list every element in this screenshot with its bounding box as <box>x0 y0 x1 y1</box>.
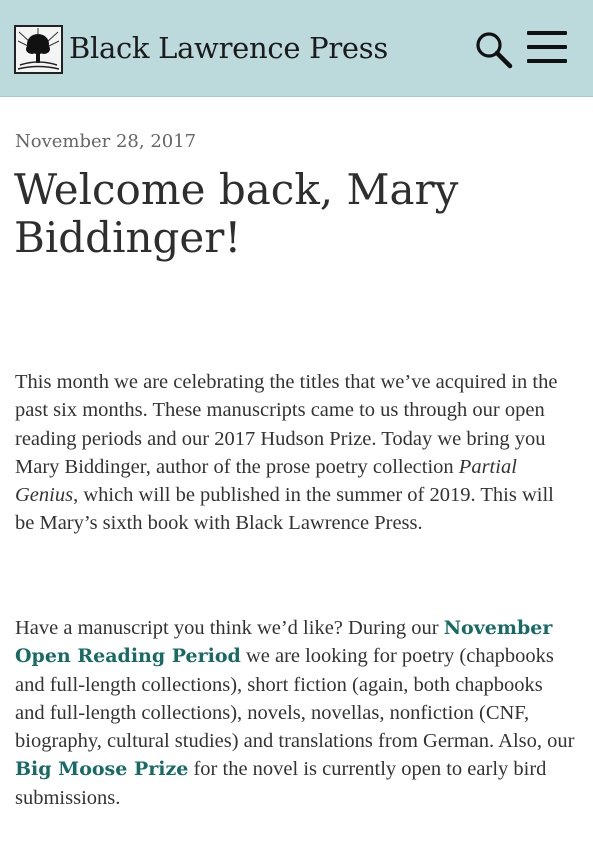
tree-logo-icon[interactable] <box>14 25 63 74</box>
post-date: November 28, 2017 <box>15 131 197 152</box>
menu-bar <box>527 45 567 49</box>
post-paragraph-1 <box>15 368 575 538</box>
paragraph-text: we are looking for poetry (chapbooks and full-length collections), short fiction (again, both chapbooks and full-length collections), novels, novellas, nonfiction (CNF, biography, cultural studies) and translations from German. Also, our <box>15 645 575 753</box>
menu-icon[interactable] <box>527 31 567 67</box>
paragraph-text: for the novel is currently open to early bird submissions. <box>15 758 547 809</box>
menu-bar <box>527 31 567 35</box>
book-title: Partial Genius <box>15 455 517 507</box>
search-icon[interactable] <box>474 30 514 70</box>
site-header <box>0 0 593 97</box>
post-title: Welcome back, Mary Biddinger! <box>14 165 459 262</box>
paragraph-text: Have a manuscript you think we’d like? During our <box>15 617 444 639</box>
paragraph-text: , which will be published in the summer of 2019. This will be Mary’s sixth book with Black Lawrence Press. <box>15 484 554 535</box>
site-title[interactable]: Black Lawrence Press <box>69 31 388 65</box>
menu-bar <box>527 59 567 63</box>
november-reading-period-link[interactable]: November Open Reading Period <box>15 617 553 668</box>
paragraph-text: This month we are celebrating the titles that we’ve acquired in the past six months. These manuscripts came to us through our open reading periods and our 2017 Hudson Prize. Today we bring you Mary Biddinger, author of the prose poetry collection <box>15 371 558 478</box>
big-moose-prize-link[interactable]: Big Moose Prize <box>15 758 189 781</box>
post-paragraph-2 <box>15 614 575 812</box>
